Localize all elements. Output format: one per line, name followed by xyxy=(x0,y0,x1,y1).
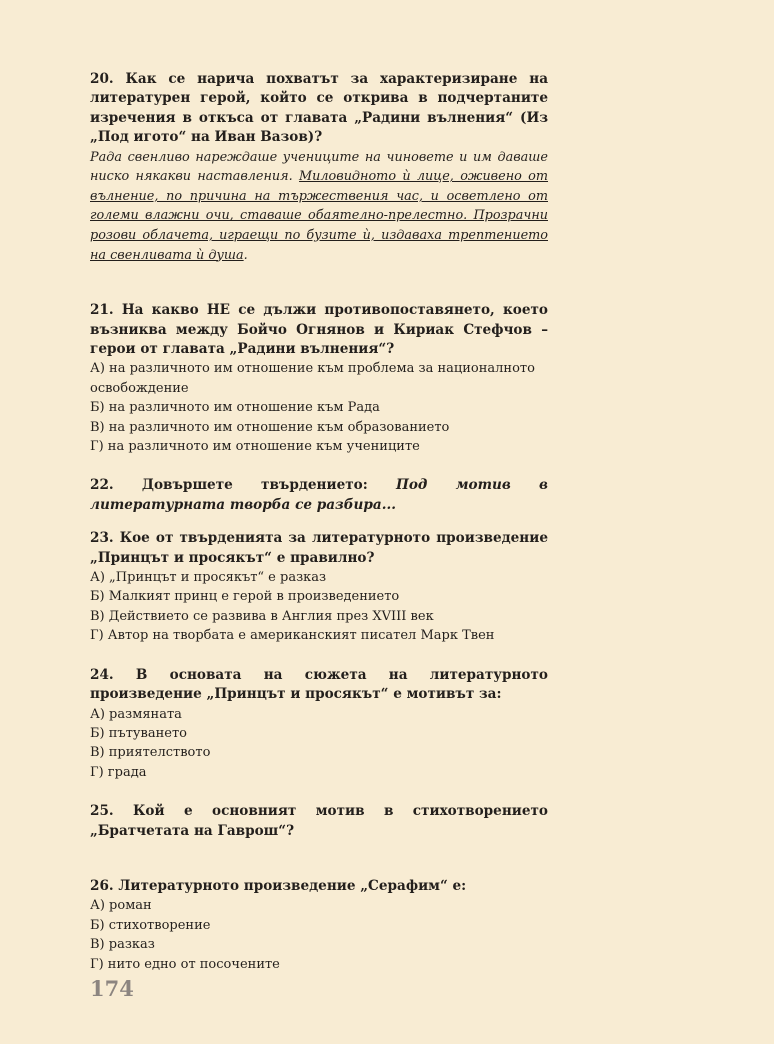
question-26 xyxy=(90,877,548,974)
question-20 xyxy=(90,70,548,265)
question-23-option-b: Б) Малкият принц е герой в произведението xyxy=(90,589,400,605)
question-24 xyxy=(90,666,548,782)
question-22-title-lead: 22. Довършете твърдението: xyxy=(90,477,396,494)
question-26-option-b: Б) стихотворение xyxy=(90,917,211,933)
question-24-title: 24. В основата на сюжета на литературното произведение „Принцът и просякът“ е мотивът за: xyxy=(90,666,548,703)
question-22-title xyxy=(90,476,548,515)
question-26-option-c: В) разказ xyxy=(90,937,155,953)
question-22-title-italic: Под мотив в литературната творба се разбира... xyxy=(90,477,548,513)
question-26-title: 26. Литературното произведение „Серафим“ е: xyxy=(90,877,467,894)
passage-underlined-text: Миловидното ѝ лице, оживено от вълнение, по причина на тържествения час, и осветлено от големи влажни очи, ставаше обаятелно-прелестно. Прозрачни розови облачета, играещи по бузите ѝ, издаваха трептението на свенливата ѝ душа xyxy=(90,169,549,263)
question-25 xyxy=(90,802,548,841)
question-23-title: 23. Кое от твърденията за литературното произведение „Принцът и просякът“ е правилно? xyxy=(90,530,548,566)
question-20-passage xyxy=(90,148,548,266)
question-21-option-a: А) на различното им отношение към проблема за националното освобождение xyxy=(90,361,535,396)
question-23 xyxy=(90,529,548,645)
question-21 xyxy=(90,301,548,456)
question-23-option-a: А) „Принцът и просякът“ е разказ xyxy=(90,570,327,586)
question-21-title: 21. На какво НЕ се дължи противопоставянето, което възниква между Бойчо Огнянов и Кириак Стефчов – герои от главата „Радини вълнения“? xyxy=(90,302,548,357)
page-number: 174 xyxy=(90,976,134,1001)
question-24-option-b: Б) пътуването xyxy=(90,725,187,741)
passage-plain-text: Рада свенливо нареждаше учениците на чиновете и им даваше ниско някакви наставления. xyxy=(90,149,548,185)
question-21-option-c: В) на различното им отношение към образованието xyxy=(90,419,450,435)
question-24-option-c: В) приятелството xyxy=(90,745,211,761)
question-22 xyxy=(90,476,548,515)
question-26-option-a: А) роман xyxy=(90,898,152,914)
question-24-option-a: А) размяната xyxy=(90,706,182,722)
question-24-option-d: Г) града xyxy=(90,764,147,780)
question-23-option-d: Г) Автор на творбата е американският писател Марк Твен xyxy=(90,628,495,644)
question-20-title: 20. Как се нарича похватът за характеризиране на литературен герой, който се открива в подчертаните изречения в откъса от главата „Радини вълнения“ (Из „Под игото“ на Иван Вазов)? xyxy=(90,71,548,146)
questions-column xyxy=(90,70,548,974)
question-26-option-d: Г) нито едно от посочените xyxy=(90,956,280,972)
question-25-title: 25. Кой е основният мотив в стихотворението „Братчетата на Гаврош“? xyxy=(90,803,548,839)
question-21-option-b: Б) на различното им отношение към Рада xyxy=(90,400,380,416)
question-21-option-d: Г) на различното им отношение към учениците xyxy=(90,439,420,455)
passage-end: . xyxy=(243,247,248,263)
question-23-option-c: В) Действието се развива в Англия през XVIII век xyxy=(90,608,434,624)
